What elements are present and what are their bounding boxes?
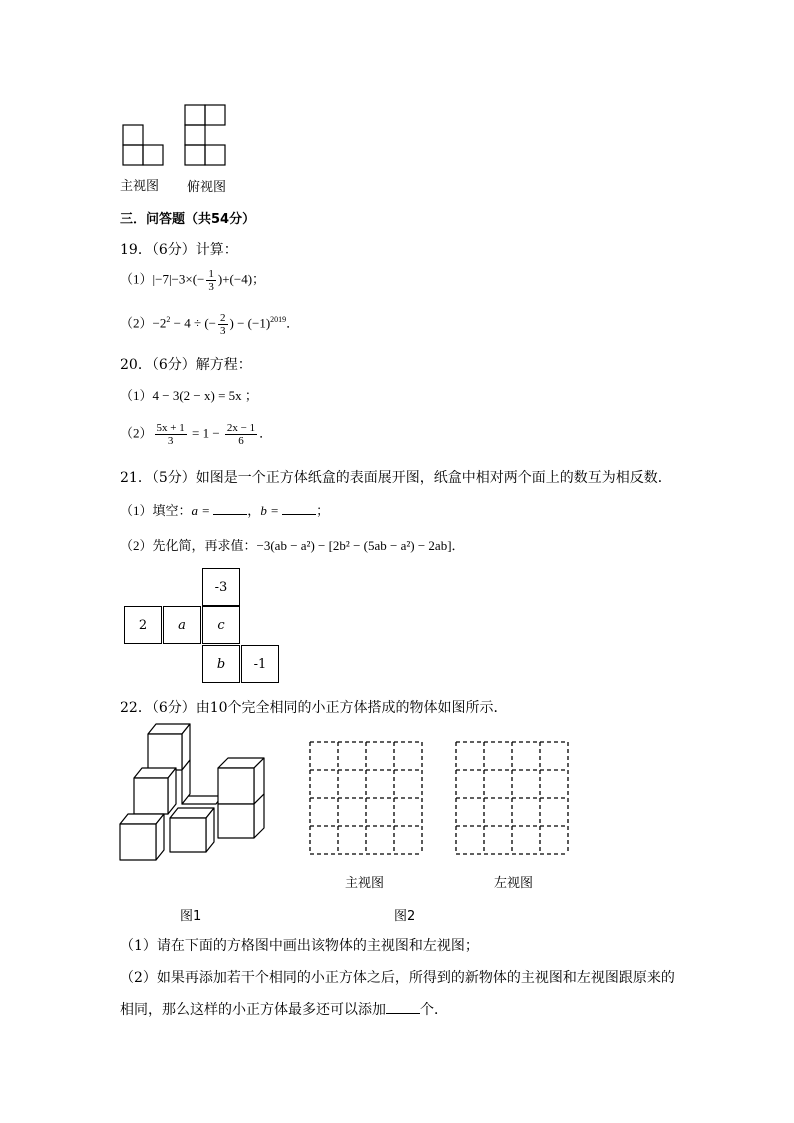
left-view-grid[interactable] — [454, 740, 574, 860]
q22-stem: 22．（6分）由10个完全相同的小正方体搭成的物体如图所示． — [120, 700, 508, 716]
cube-stack-figure — [116, 720, 276, 865]
main-view-drawing — [123, 125, 163, 165]
fig1-label: 图1 — [180, 909, 202, 924]
q21-part1: （1）填空：a = ，b = ； — [120, 503, 330, 518]
q19-part1: （1）|−7|−3×(− $\frac{1}{3}$ )+(−4)； — [120, 268, 266, 293]
cube-net — [124, 568, 284, 686]
q20-part1: （1）4 − 3(2 − x) = 5x ； — [120, 388, 258, 403]
net-face-c: c — [202, 606, 240, 644]
fig2-label: 图2 — [394, 909, 416, 924]
grid-left-label: 左视图 — [494, 876, 534, 891]
grid-main-label: 主视图 — [345, 876, 385, 891]
answer-blank-b[interactable] — [282, 502, 316, 515]
q22-part1: （1）请在下面的方格图中画出该物体的主视图和左视图； — [120, 938, 479, 954]
q21-stem: 21．（5分）如图是一个正方体纸盒的表面展开图，纸盒中相对两个面上的数互为相反数． — [120, 470, 672, 486]
q21-part2: （2）先化简，再求值：−3(ab − a²) − [2b² − (5ab − a²) − 2ab]． — [120, 538, 465, 553]
answer-blank-count[interactable] — [386, 1001, 420, 1014]
q22-part2-line2: 相同，那么这样的小正方体最多还可以添加 个． — [120, 1002, 448, 1018]
net-face-left: 2 — [124, 606, 162, 644]
q19-part2: $(2)-2^2 - 4$ ÷ (− $\frac{2}{3}$ ) − $(-1)^{2019}$． — [120, 312, 300, 337]
net-face-b: b — [202, 645, 240, 683]
q20-part2: （2） $\frac{5x + 1}{3}$ = 1 − $\frac{2x - 1}{6}$ ． — [120, 422, 273, 447]
main-view-label: 主视图 — [120, 179, 160, 194]
q19-stem: 19．（6分）计算： — [120, 242, 238, 258]
net-face-a: a — [163, 606, 201, 644]
top-view-label: 俯视图 — [187, 180, 227, 195]
main-view-grid[interactable] — [308, 740, 428, 860]
net-face-top: -3 — [202, 568, 240, 606]
views-figure — [118, 100, 238, 170]
q20-stem: 20．（6分）解方程： — [120, 357, 252, 373]
top-view-drawing — [185, 105, 225, 165]
section-title: 三．问答题（共54分） — [120, 212, 256, 227]
net-face-right: -1 — [241, 645, 279, 683]
answer-blank-a[interactable] — [213, 502, 247, 515]
q22-part2-line1: （2）如果再添加若干个相同的小正方体之后，所得到的新物体的主视图和左视图跟原来的 — [120, 970, 675, 986]
